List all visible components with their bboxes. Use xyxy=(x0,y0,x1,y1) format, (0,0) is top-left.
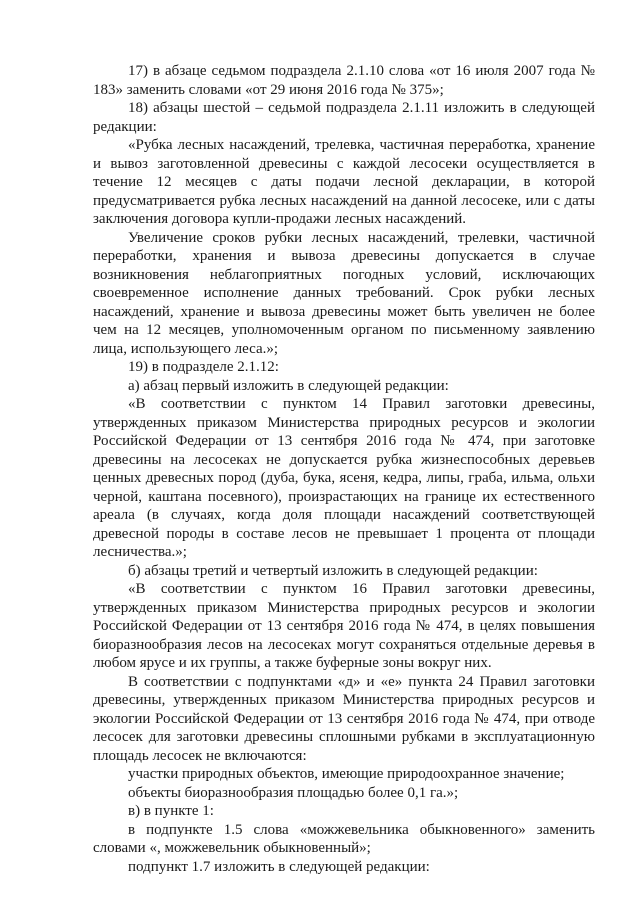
paragraph: «В соответствии с пунктом 16 Правил заготовки древесины, утвержденных приказом Министерства природных ресурсов и экологии Российской Федерации от 13 сентября 2016 года № 474, в целях повышения биоразнообразия лесов на лесосеках могут сохраняться отдельные деревья в любом ярусе и их группы, а также буферные зоны вокруг них. xyxy=(93,581,595,671)
paragraph: «Рубка лесных насаждений, трелевка, частичная переработка, хранение и вывоз заготовленной древесины с каждой лесосеки осуществляется в течение 12 месяцев с даты подачи лесной декларации, в которой предусматривается рубка лесных насаждений на данной лесосеке, или с даты заключения договора купли-продажи лесных насаждений. xyxy=(93,137,595,227)
document-body xyxy=(93,62,595,876)
paragraph: 18) абзацы шестой – седьмой подраздела 2.1.11 изложить в следующей редакции: xyxy=(93,100,595,135)
paragraph: 17) в абзаце седьмом подраздела 2.1.10 слова «от 16 июля 2007 года № 183» заменить словами «от 29 июня 2016 года № 375»; xyxy=(93,63,595,98)
paragraph: в) в пункте 1: xyxy=(128,803,214,819)
paragraph: «В соответствии с пунктом 14 Правил заготовки древесины, утвержденных приказом Министерства природных ресурсов и экологии Российской Федерации от 13 сентября 2016 года № 474, при заготовке древесины на лесосеках не допускается рубка жизнеспособных деревьев ценных древесных пород (дуба, бука, ясеня, кедра, липы, граба, ильма, ольхи черной, каштана посевного), произрастающих на границе их естественного ареала (в случаях, когда доля площади насаждений соответствующей древесной породы в составе лесов не превышает 1 процента от площади лесничества.»; xyxy=(93,396,595,560)
paragraph: Увеличение сроков рубки лесных насаждений, трелевки, частичной переработки, хранения и вывоза древесины допускается в случае возникновения неблагоприятных погодных условий, исключающих своевременное исполнение данных требований. Срок рубки лесных насаждений, хранение и вывоза древесины может быть увеличен не более чем на 12 месяцев, уполномоченным органом по письменному заявлению лица, использующего леса.»; xyxy=(93,229,595,357)
paragraph: 19) в подразделе 2.1.12: xyxy=(128,359,279,375)
paragraph: в подпункте 1.5 слова «можжевельника обыкновенного» заменить словами «, можжевельник обыкновенный»; xyxy=(93,821,595,856)
paragraph: б) абзацы третий и четвертый изложить в следующей редакции: xyxy=(128,562,538,579)
paragraph: подпункт 1.7 изложить в следующей редакции: xyxy=(128,858,430,875)
paragraph: объекты биоразнообразия площадью более 0,1 га.»; xyxy=(128,784,459,801)
paragraph: участки природных объектов, имеющие природоохранное значение; xyxy=(128,766,565,782)
paragraph: а) абзац первый изложить в следующей редакции: xyxy=(128,377,449,394)
paragraph: В соответствии с подпунктами «д» и «е» пункта 24 Правил заготовки древесины, утвержденных приказом Министерства природных ресурсов и экологии Российской Федерации от 13 сентября 2016 года № 474, при отводе лесосек для заготовки древесины сплошными рубками в эксплуатационную площадь лесосек не включаются: xyxy=(93,673,595,764)
